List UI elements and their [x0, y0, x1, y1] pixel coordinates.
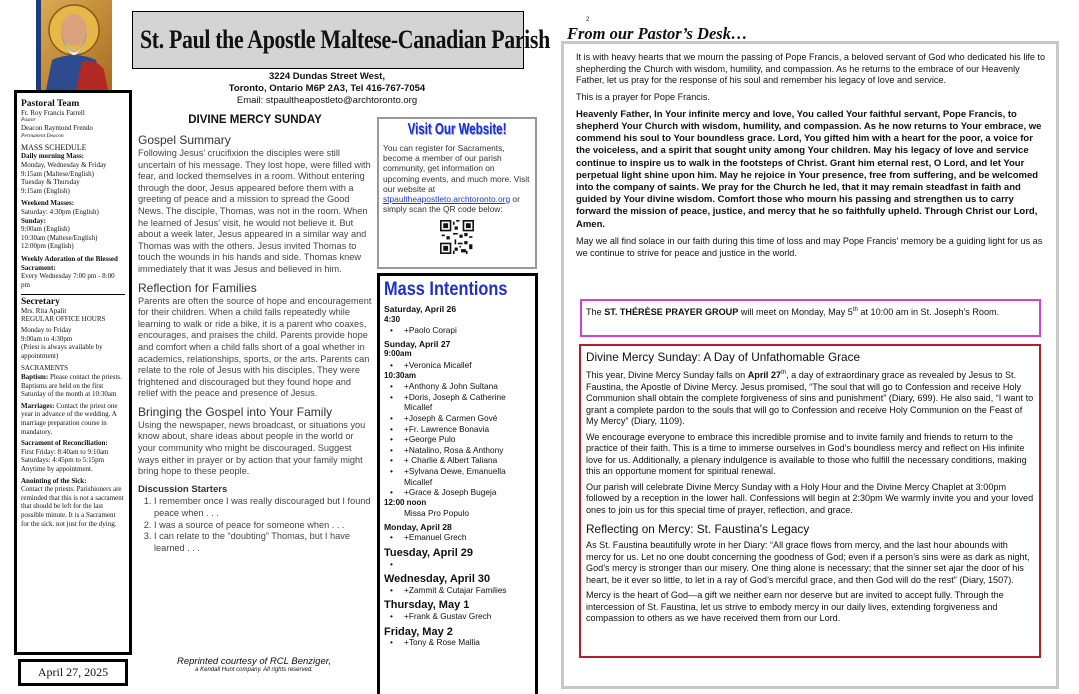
- intention-item: • +Anthony & John Sultana: [384, 381, 531, 392]
- time-label: 9:00am: [384, 349, 412, 359]
- mercy-date-sup: th: [781, 370, 787, 376]
- website-suffix: or simply scan the QR code below:: [383, 194, 520, 215]
- gospel-article: [138, 133, 372, 554]
- day-heading: Thursday, May 1: [384, 599, 470, 612]
- saturday-line: Saturday: 4:30pm (English): [21, 207, 99, 216]
- intention-item: • +Fr. Lawrence Bonavia: [384, 424, 531, 435]
- list-item: 3. I can relate to the “doubting” Thomas, but I have learned . . .: [154, 531, 372, 554]
- reconciliation-label: Sacrament of Reconciliation:: [21, 439, 108, 448]
- office-line: Monday to Friday: [21, 326, 72, 335]
- daily-line: 9:15am (English): [21, 186, 70, 195]
- prayer-for-pope-francis: Heavenly Father, In Your infinite mercy and love, You called Your faithful servant, Pope Francis, to shepherd Your Church with wisdom, humility, and compassion. As he now returns to Your embrace, we commend his soul to Your boundless grace. Lord, You gifted him with a heart for the poor, a voice for the voiceless, and a spirit that sought unity among Your children. May his legacy of love and service continue to inspire us to walk in the footsteps of Christ. Grant him eternal rest, O Lord, and let Your perpetual light shine upon him. May he rejoice in Your presence, free from suffering, and be welcomed into the company of saints. We pray for the Church he led, that it may remain steadfast in faith and guided by Your divine wisdom. Comfort those who mourn his passing and strengthen us to carry forward the mission of peace, justice, and mercy that he so faithfully upheld. Through Christ our Lord, Amen.: [576, 108, 1042, 230]
- courtesy-line-2: a Kendall Hunt company. All rights reserved.: [195, 667, 313, 673]
- mass-schedule-heading: MASS SCHEDULE: [21, 142, 87, 152]
- page-number: 2: [586, 17, 590, 23]
- therese-group-name: ST. THÉRÈSE PRAYER GROUP: [604, 307, 739, 318]
- anointing-label: Anointing of the Sick:: [21, 476, 87, 485]
- mercy-p1-b: , a day of extraordinary grace as revealed by Jesus to St. Faustina, the Apostle of Divine Mercy. Jesus promised, “The soul that will go to Confession and receive Holy Communion shall obtain the complete forgiveness of sins and punishment” (Diary, 699). He also said, “I want to grant a complete pardon to the souls that will go to Confession and receive Holy Communion on the Feast of My Mercy” (Diary, 1109).: [586, 370, 1034, 427]
- weekend-heading: Weekend Masses:: [21, 199, 75, 208]
- pastor-intro: It is with heavy hearts that we mourn the passing of Pope Francis, a beloved servant of God who dedicated his life to shepherding the Church with wisdom, humility, and compassion. As he returns to the embrace of our Heavenly Father, let us pray for the response of his soul and remember his legacy of love and service.: [576, 52, 1046, 86]
- intention-item: • +Tony & Rose Mallia: [384, 637, 531, 648]
- reflect-paragraph: As St. Faustina beautifully wrote in her Diary: “All grace flows from mercy, and the last hour abounds with mercy for us. Let no one doubt concerning the goodness of God; even if a person’s sins were as dark as night, God’s mercy is stronger than our misery. One thing alone is necessary; that the sinner set ajar the door of his heart, be it ever so little, to let in a ray of God’s merciful grace, and then God will do the rest” (Diary, 1507).: [586, 540, 1030, 585]
- day-heading: Friday, May 2: [384, 625, 453, 638]
- divine-mercy-heading: Divine Mercy Sunday: A Day of Unfathomable Grace: [586, 350, 861, 364]
- time-label: 12:00 noon: [384, 497, 427, 507]
- time-label: 10:30am: [384, 370, 417, 380]
- intention-item: • +Joseph & Carmen Gové: [384, 413, 531, 424]
- pastors-desk-title: From our Pastor’s Desk…: [567, 24, 748, 43]
- list-item: 2. I was a source of peace for someone when . . .: [154, 520, 372, 532]
- website-link[interactable]: stpaultheapostleto.archtoronto.org: [383, 194, 511, 205]
- therese-prefix: The: [586, 307, 605, 318]
- therese-sup: th: [852, 307, 858, 313]
- therese-suffix: at 10:00 am in St. Joseph's Room.: [857, 307, 1000, 318]
- divine-mercy-article-box: [579, 344, 1041, 658]
- sunday-line: 9:00am (English): [21, 225, 70, 234]
- bringing-gospel-heading: Bringing the Gospel into Your Family: [138, 404, 333, 419]
- intention-item: • +Doris, Joseph & Catherine Micallef: [384, 392, 531, 413]
- marriages-label: Marriages:: [21, 401, 55, 410]
- reflecting-on-mercy-heading: Reflecting on Mercy: St. Faustina's Legacy: [586, 522, 810, 537]
- deacon-name: Deacon Raymond Frendo: [21, 124, 93, 133]
- intention-item: • +Sylvana Dewe, Emanuella Micallef: [384, 466, 531, 487]
- divine-mercy-sunday-title: DIVINE MERCY SUNDAY: [188, 114, 322, 126]
- mass-intentions-box: [377, 273, 538, 694]
- intention-item-empty: [384, 559, 531, 570]
- intention-item: • +George Pulo: [384, 434, 531, 445]
- intention-item: • +Frank & Gustav Grech: [384, 611, 531, 622]
- day-heading: Saturday, April 26: [384, 304, 457, 314]
- day-heading: Sunday, April 27: [384, 338, 451, 349]
- pastoral-team-heading: Pastoral Team: [21, 99, 80, 109]
- intention-item: • +Zammit & Cutajar Families: [384, 585, 531, 596]
- day-heading: Wednesday, April 30: [384, 573, 491, 586]
- daily-morning-heading: Daily morning Mass:: [21, 152, 84, 161]
- daily-line: Tuesday & Thursday: [21, 178, 80, 187]
- sidebar-parish-info: [14, 90, 132, 655]
- address-line-2: Toronto, Ontario M6P 2A3, Tel 416-767-7054: [228, 83, 426, 94]
- baptism-label: Baptism:: [21, 373, 49, 382]
- therese-prayer-group-notice: [580, 299, 1041, 337]
- pastor-closing: May we all find solace in our faith during this time of loss and may Pope Francis' memory be a guiding light for us as we continue to strive for peace and justice in the world.: [576, 235, 1043, 258]
- bringing-gospel-text: Using the newspaper, news broadcast, or situations you know about, share ideas about people in the world or your community who might be discouraged. Suggest ways either in prayer or by action that your family might bring hope to these people.: [138, 419, 366, 477]
- gospel-summary-heading: Gospel Summary: [138, 133, 231, 147]
- anointing-text: Contact the priests. Parishioners are reminded that this is not a sacrament that should be left for the last possible minute. It is a Sacrament for the sick. not just for the dying.: [21, 485, 124, 528]
- intention-item: • +Grace & Joseph Bugeja: [384, 487, 531, 498]
- reflect-paragraph: Mercy is the heart of God—a gift we neither earn nor deserve but are invited to accept fully. Through the intercession of St. Faustina, let us strive to embody mercy in our daily lives, extending forgiveness and compassion to others as we have received them from our Lord.: [586, 590, 1004, 624]
- day-heading: Tuesday, April 29: [384, 547, 474, 560]
- visit-website-title: Visit Our Website!: [407, 121, 507, 138]
- mercy-paragraph: [586, 368, 1034, 428]
- website-promo-box: [377, 117, 537, 269]
- mass-intentions-title: Mass Intentions: [384, 279, 508, 300]
- office-line: (Priest is always available by appointment): [21, 343, 103, 360]
- time-label: 4:30: [384, 314, 401, 324]
- qr-code-icon[interactable]: [440, 220, 474, 254]
- gospel-summary-text: Following Jesus' crucifixion the disciples were still uncertain of his message. They lost hope, were filled with fear, and locked themselves in a room. Without entering through the door, Jesus appeared before them with a greeting of peace and a mission to spread the Good News. The disciple, Thomas, was not in the room. When he learned of Jesus' visit, he would not believe it. But about a week later, Jesus appeared in a similar way and Thomas was with the others. Jesus invited Thomas to touch the wounds in his hands and side. Thomas knew immediately that it was Jesus and believed in him.: [138, 148, 371, 274]
- discussion-starters-heading: Discussion Starters: [138, 483, 228, 495]
- courtesy-line-1: Reprinted courtesy of RCL Benziger,: [176, 656, 332, 667]
- parish-email[interactable]: Email: stpaultheapostleto@archtoronto.org: [236, 95, 418, 106]
- mercy-paragraph: We encourage everyone to embrace this incredible promise and to invite family and friends to return to the practice of their faith. This is a time to immerse ourselves in God’s boundless mercy and reflect on His infinite love for us. Additionally, a plenary indulgence is available to those who fulfill the necessary conditions, making this an opportune moment for spiritual renewal.: [586, 431, 1027, 477]
- secretary-name: Mrs. Rita Apalit: [21, 306, 67, 315]
- reconciliation-text: First Friday: 8:40am to 9:10am Saturdays: 4:45pm to 5:15pm Anytime by appointment.: [21, 447, 109, 473]
- daily-line: Monday, Wednesday & Friday: [21, 160, 107, 169]
- intention-item: • +Paolo Corapi: [384, 325, 531, 336]
- baptism-text: Please contact the priests. Baptisms are held on the first Saturday of the month at 10:30am: [21, 373, 122, 399]
- prayer-intro: This is a prayer for Pope Francis.: [576, 92, 710, 103]
- discussion-starters-list: [154, 496, 372, 554]
- office-line: 9:00am to 4:30pm: [21, 334, 73, 343]
- mercy-paragraph: Our parish will celebrate Divine Mercy Sunday with a Holy Hour and the Divine Mercy Chaplet at 3:00pm followed by a reception in the lower hall. Confessions will begin at 2:30pm We warmly invite you and your loved ones to join us for this special time of prayer, reflection, and grace.: [586, 481, 1034, 515]
- sunday-label: Sunday:: [21, 216, 46, 225]
- sunday-line: 12:00pm (English): [21, 242, 74, 251]
- pastor-role: Pastor: [21, 117, 36, 124]
- therese-mid: will meet on Monday, May 5: [738, 307, 853, 318]
- mercy-p1-a: This year, Divine Mercy Sunday falls on: [586, 370, 748, 381]
- intention-item: • + Charlie & Albert Taliana: [384, 455, 531, 466]
- pastors-desk-body: [576, 52, 1046, 264]
- intention-item: • +Natalino, Rosa & Anthony: [384, 445, 531, 456]
- mercy-date: April 27: [747, 370, 782, 381]
- parish-name: St. Paul the Apostle Maltese-Canadian Parish: [140, 25, 550, 54]
- day-heading: Monday, April 28: [384, 521, 452, 532]
- reprint-courtesy: [156, 656, 352, 673]
- list-item: 1. I remember once I was really discouraged but I found peace when . . .: [154, 496, 372, 519]
- adoration-text: Every Wednesday 7:00 pm - 8:00 pm: [21, 272, 115, 289]
- sacraments-heading: SACRAMENTS: [21, 364, 69, 373]
- intention-item: • +Veronica Micallef: [384, 360, 531, 371]
- deacon-role: Permanent Deacon: [21, 132, 64, 139]
- website-text: You can register for Sacraments, become a member of our parish community, get information on upcoming events, and much more. Visit our website at: [383, 143, 530, 194]
- address-line-1: 3224 Dundas Street West,: [269, 71, 385, 82]
- pastor-name: Fr. Roy Francis Farrell: [21, 108, 85, 117]
- daily-line: 9:15am (Maltese/English): [21, 169, 94, 178]
- sunday-line: 10:30am (Maltese/English): [21, 233, 98, 242]
- marriages-text: Contact the priest one year in advance of the wedding. A marriage preparation course in mandatory.: [21, 401, 118, 436]
- divider: [21, 294, 125, 295]
- secretary-heading: Secretary: [21, 297, 60, 308]
- saint-paul-icon-image: [36, 0, 112, 90]
- adoration-heading: Weekly Adoration of the Blessed Sacrament:: [21, 254, 118, 272]
- parish-address: [196, 71, 458, 107]
- reflection-text: Parents are often the source of hope and encouragement for their children. When a child falls repeatedly while learning to walk or ride a bike, it is a parent who coaxes, encourages, and praises the child. Parents provide hope and comfort when a child falls short of a goal whether in academics, relationships, sports, or the arts. Parents can relate to the role of Jesus with his disciples. They were frightened and discouraged but they found hope and relief with the peace and presence of Jesus.: [138, 295, 372, 399]
- reflection-heading: Reflection for Families: [138, 280, 257, 295]
- intention-item: Missa Pro Populo: [404, 508, 470, 519]
- bulletin-date: April 27, 2025: [18, 659, 128, 686]
- intention-item: • +Emanuel Grech: [384, 532, 531, 543]
- office-hours-heading: REGULAR OFFICE HOURS: [21, 315, 106, 324]
